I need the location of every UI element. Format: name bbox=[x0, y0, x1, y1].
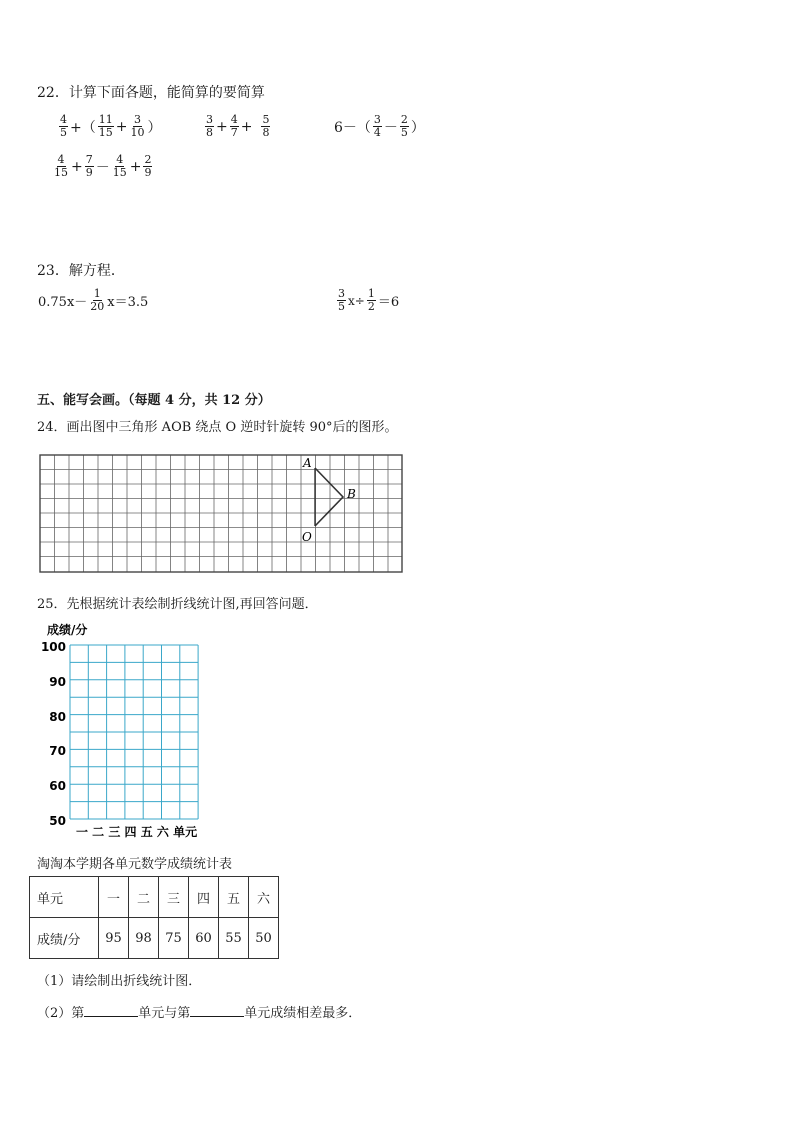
q22-expression-4: $\frac{4}{15}$ + $\frac{7}{9}$ － $\frac{4}{15}$ + $\frac{2}{9}$ bbox=[54, 153, 152, 179]
ytick-80: 80 bbox=[49, 710, 66, 724]
fraction: $\frac{3}{10}$ bbox=[130, 113, 145, 139]
table-cell: 成绩/分 bbox=[30, 918, 99, 959]
q22-expression-1: $\frac{4}{5}$ +（ $\frac{11}{15}$ + $\frac{3}{10}$ ） bbox=[60, 113, 162, 139]
table-header-cell: 四 bbox=[189, 877, 219, 918]
q22-expression-2: $\frac{3}{8}$ + $\frac{4}{7}$ + $\frac{5}{8}$ bbox=[206, 113, 270, 139]
fraction: $\frac{5}{8}$ bbox=[262, 113, 270, 139]
q23-title: 23．解方程． bbox=[37, 263, 125, 279]
table-cell: 98 bbox=[129, 918, 159, 959]
table-header-cell: 一 bbox=[99, 877, 129, 918]
table-header-cell: 三 bbox=[159, 877, 189, 918]
table-cell: 95 bbox=[99, 918, 129, 959]
ytick-50: 50 bbox=[49, 814, 66, 828]
fraction: $\frac{2}{9}$ bbox=[144, 153, 152, 179]
table-cell: 60 bbox=[189, 918, 219, 959]
section-heading: 五、能写会画。（每题 4 分，共 12 分） bbox=[37, 393, 271, 408]
label-b: B bbox=[347, 487, 356, 501]
q25-title: 25．先根据统计表绘制折线统计图,再回答问题． bbox=[37, 597, 318, 612]
label-a: A bbox=[303, 456, 312, 470]
q23-equation-2: $\frac{3}{5}$ x÷ $\frac{1}{2}$ ＝6 bbox=[338, 287, 400, 313]
chart-ylabel: 成绩/分 bbox=[47, 623, 88, 637]
fraction: $\frac{2}{5}$ bbox=[400, 113, 408, 139]
table-header-cell: 单元 bbox=[30, 877, 99, 918]
rotation-grid-figure bbox=[38, 453, 404, 575]
table-title: 淘淘本学期各单元数学成绩统计表 bbox=[37, 857, 233, 872]
fraction: $\frac{3}{8}$ bbox=[206, 113, 213, 139]
line-chart-grid bbox=[38, 620, 228, 842]
fraction: $\frac{4}{5}$ bbox=[60, 113, 67, 139]
table-cell: 55 bbox=[219, 918, 249, 959]
answer-blank-2[interactable] bbox=[190, 1004, 244, 1017]
table-cell: 50 bbox=[249, 918, 279, 959]
ytick-100: 100 bbox=[40, 640, 66, 654]
q23-equation-1: 0.75x－ $\frac{1}{20}$ x＝3.5 bbox=[38, 287, 149, 313]
fraction: $\frac{3}{4}$ bbox=[373, 113, 381, 139]
ytick-90: 90 bbox=[49, 675, 66, 689]
table-header-cell: 六 bbox=[249, 877, 279, 918]
table-cell: 75 bbox=[159, 918, 189, 959]
fraction: $\frac{3}{5}$ bbox=[338, 287, 345, 313]
q24-title: 24．画出图中三角形 AOB 绕点 O 逆时针旋转 90°后的图形。 bbox=[37, 420, 398, 435]
fraction: $\frac{4}{7}$ bbox=[230, 113, 238, 139]
fraction: $\frac{11}{15}$ bbox=[98, 113, 113, 139]
fraction: $\frac{7}{9}$ bbox=[85, 153, 93, 179]
ytick-70: 70 bbox=[49, 744, 66, 758]
subquestion-2: （2）第 单元与第 单元成绩相差最多． bbox=[37, 1006, 362, 1021]
table-header-cell: 五 bbox=[219, 877, 249, 918]
table-header-cell: 二 bbox=[129, 877, 159, 918]
label-o: O bbox=[302, 530, 312, 544]
fraction: $\frac{1}{2}$ bbox=[367, 287, 375, 313]
table-row bbox=[30, 877, 279, 918]
fraction: $\frac{1}{20}$ bbox=[90, 287, 105, 313]
chart-xlabel: 一 二 三 四 五 六 单元 bbox=[76, 825, 198, 839]
q22-expression-3: 6－（ $\frac{3}{4}$ － $\frac{2}{5}$ ） bbox=[334, 113, 425, 139]
ytick-60: 60 bbox=[49, 779, 66, 793]
fraction: $\frac{4}{15}$ bbox=[112, 153, 127, 179]
fraction: $\frac{4}{15}$ bbox=[54, 153, 68, 179]
answer-blank-1[interactable] bbox=[84, 1004, 138, 1017]
score-table bbox=[29, 876, 279, 959]
subquestion-1: （1）请绘制出折线统计图． bbox=[37, 974, 202, 989]
q22-title: 22．计算下面各题，能简算的要简算 bbox=[37, 85, 265, 101]
table-row bbox=[30, 918, 279, 959]
triangle-aob bbox=[315, 468, 343, 526]
